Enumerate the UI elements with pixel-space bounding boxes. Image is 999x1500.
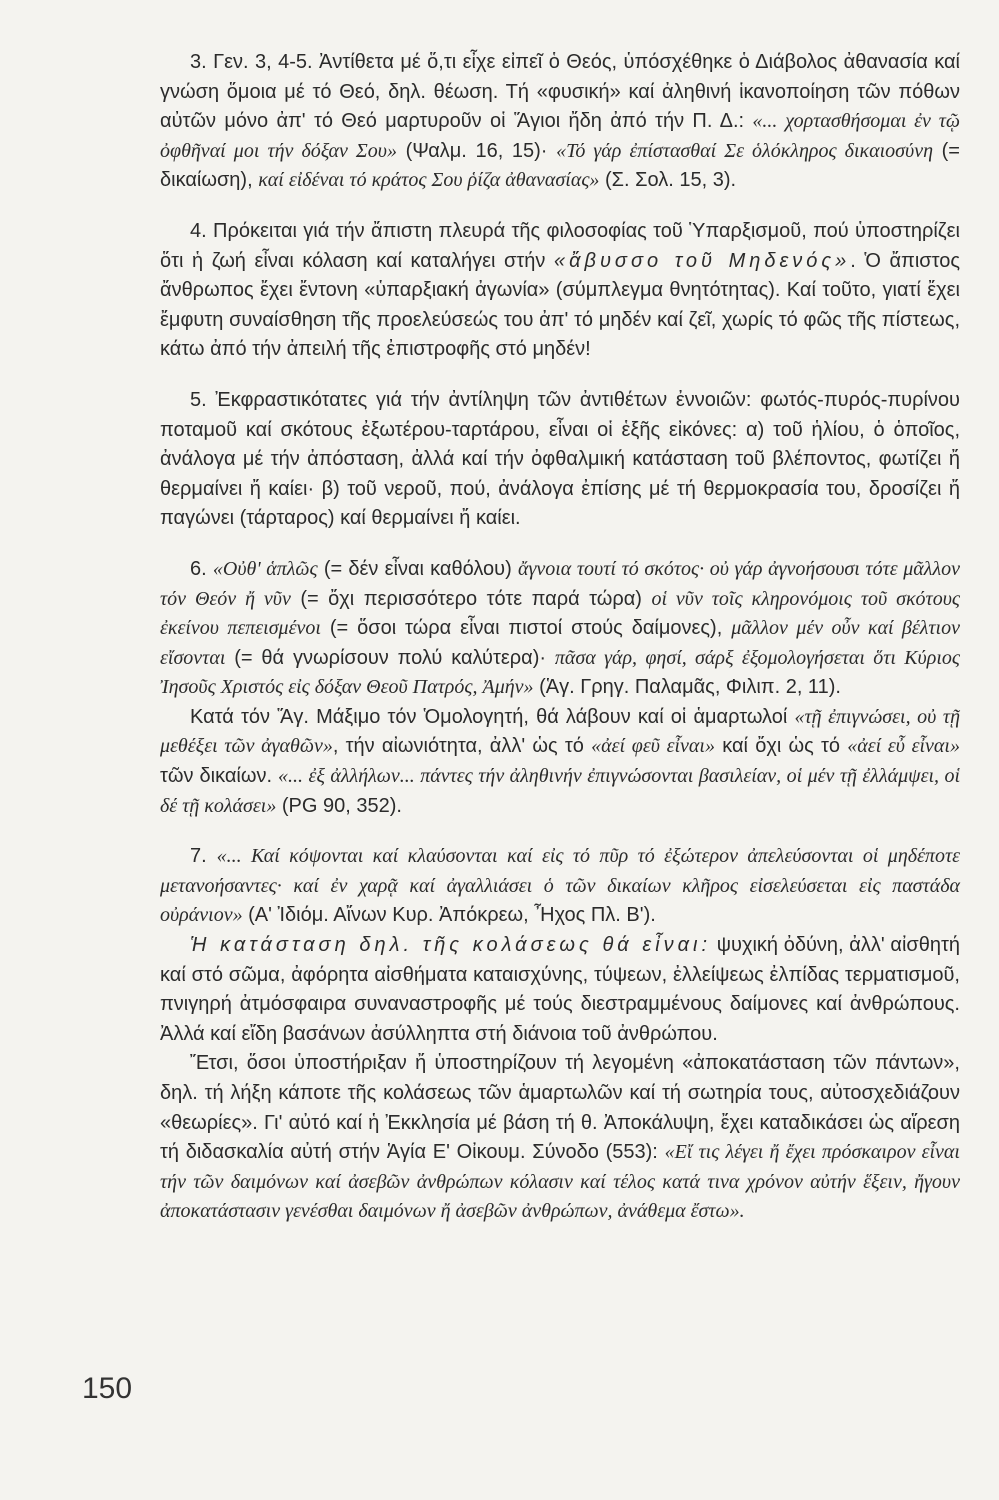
- text-run: (= θά γνωρίσουν πολύ καλύτερα)·: [225, 646, 555, 669]
- text-run: ψυχική ὀδύνη, ἀλλ' αἰσθητή καί στό σῶμα, ἀφόρητα αἰσθήματα καταισχύνης, τύψεων, ἐλλείψεως ἐλπίδας τερματισμοῦ, πνιγηρή ἀτμόσφαιρα συναναστροφῆς μέ τούς διεστραμμένους δαίμονες καί ἀνθρώπους. Ἀλλά καί εἴδη βασάνων ἀσύλληπτα στή διάνοια τοῦ ἀνθρώπου.: [160, 934, 960, 1045]
- text-run: (Α' Ἰδιόμ. Αἴνων Κυρ. Ἀπόκρεω, Ἦχος Πλ. Β').: [242, 904, 656, 927]
- text-run: 4. Πρόκειται γιά τήν ἄπιστη πλευρά τῆς φιλοσοφίας τοῦ Ὑπαρξισμοῦ, πού ὑποστηρίζει ὅτι ἡ ζωή εἶναι κόλαση καί καταλήγει στήν: [160, 219, 960, 272]
- spaced-run: Ἡ κατάσταση δηλ. τῆς κολάσεως θά εἶναι:: [190, 934, 712, 957]
- footnote-7-council: [160, 1049, 960, 1227]
- text-run: (Ἁγ. Γρηγ. Παλαμᾶς, Φιλιπ. 2, 11).: [533, 676, 841, 699]
- quote-run: πᾶσα γάρ, φησί, σάρξ ἐξομολογήσεται ὅτι Κύριος Ἰησοῦς Χριστός εἰς δόξαν Θεοῦ Πατρός, Ἀμήν»: [160, 646, 960, 699]
- quote-run: «Οὐθ' ἁπλῶς: [212, 557, 318, 580]
- spaced-run: «ἄβυσσο τοῦ Μηδενός»: [553, 249, 851, 272]
- text-run: (Σ. Σολ. 15, 3).: [599, 169, 737, 192]
- footnote-3: [160, 48, 960, 196]
- text-run: (= δικαίωση),: [160, 139, 960, 192]
- page-number: 150: [82, 1372, 133, 1405]
- quote-run: «ἀεί εὖ εἶναι»: [847, 735, 960, 758]
- quote-run: «ἀεί φεῦ εἶναι»: [591, 735, 715, 758]
- text-run: καί ὄχι ὡς τό: [714, 735, 848, 758]
- text-run: 7.: [190, 845, 217, 868]
- footnote-7-state: [160, 931, 960, 1049]
- quote-run: ἄγνοια τουτί τό σκότος· οὐ γάρ ἀγνοήσουσι τότε μᾶλλον τόν Θεόν ἤ νῦν: [160, 557, 960, 610]
- quote-run: καί εἰδέναι τό κράτος Σου ῥίζα ἀθανασίας»: [258, 169, 600, 192]
- text-run: 5. Ἐκφραστικότατες γιά τήν ἀντίληψη τῶν ἀντιθέτων ἐννοιῶν: φωτός-πυρός-πυρίνου ποταμοῦ καί σκότους ἐξωτέρου-ταρτάρου, εἶναι οἱ ἑξῆς εἰκόνες: α) τοῦ ἡλίου, ὁ ὁποῖος, ἀνάλογα μέ τήν ἀπόσταση, ἀλλά καί τήν ὀφθαλμική κατάσταση τοῦ βλέποντος, φωτίζει ἤ θερμαίνει ἤ καίει· β) τοῦ νεροῦ, πού, ἀνάλογα ἐπίσης μέ τή θερμοκρασία του, δροσίζει ἤ παγώνει (τάρταρος) καί θερμαίνει ἤ καίει.: [160, 388, 960, 530]
- text-run: 6.: [190, 557, 213, 580]
- text-run: , τήν αἰωνιότητα, ἀλλ' ὡς τό: [332, 735, 592, 758]
- quote-run: «... χορτασθήσομαι ἐν τῷ ὀφθῆναί μοι τήν δόξαν Σου»: [160, 110, 960, 162]
- quote-run: μᾶλλον μέν οὖν καί βέλτιον εἴσονται: [160, 617, 960, 669]
- footnote-7: [160, 842, 960, 931]
- text-run: . Ὁ ἄπιστος ἄνθρωπος ἔχει ἔντονη «ὑπαρξιακή ἀγωνία» (σύμπλεγμα θνητότητας). Καί τοῦτο, γιατί ἔχει ἔμφυτη συναίσθηση τῆς προελεύσεώς του ἀπ' τό μηδέν καί ζεῖ, χωρίς τό φῶς τῆς πίστεως, κάτω ἀπό τήν ἀπειλή τῆς ἐπιστροφῆς στό μηδέν!: [160, 249, 961, 361]
- text-run: (= δέν εἶναι καθόλου): [317, 557, 518, 580]
- quote-run: οἱ νῦν τοῖς κληρονόμοις τοῦ σκότους ἐκείνου πεπεισμένοι: [160, 587, 961, 640]
- footnote-6-continued: [160, 703, 960, 821]
- footnote-5: [160, 386, 960, 534]
- quote-run: «τῇ ἐπιγνώσει, οὐ τῇ μεθέξει τῶν ἀγαθῶν»: [160, 705, 961, 758]
- footnote-4: [160, 217, 960, 365]
- quote-run: «... ἐξ ἀλλήλων... πάντες τήν ἀληθινήν ἐπιγνώσονται βασιλείαν, οἱ μέν τῇ ἐλλάμψει, οἱ δέ τῇ κολάσει»: [160, 765, 961, 817]
- text-run: Ἔτσι, ὅσοι ὑποστήριξαν ἤ ὑποστηρίζουν τή λεγομένη «ἀποκατάσταση τῶν πάντων», δηλ. τή λήξη κάποτε τῆς κολάσεως τῶν ἁμαρτωλῶν καί τή σωτηρία τους, αὐτοσχεδιάζουν «θεωρίες». Γι' αὐτό καί ἡ Ἐκκλησία μέ βάση τή θ. Ἀποκάλυψη, ἔχει καταδικάσει ὡς αἵρεση τή διδασκαλία αὐτή στήν Ἁγία Ε' Οἰκουμ. Σύνοδο (553):: [160, 1052, 960, 1164]
- text-run: (PG 90, 352).: [276, 794, 402, 817]
- text-run: (Ψαλμ. 16, 15)·: [396, 139, 557, 162]
- text-run: (= ὅσοι τώρα εἶναι πιστοί στούς δαίμονες),: [320, 617, 732, 640]
- text-run: 3. Γεν. 3, 4-5. Ἀντίθετα μέ ὅ,τι εἶχε εἰπεῖ ὁ Θεός, ὑπόσχέθηκε ὁ Διάβολος ἀθανασία καί γνώση ὅμοια μέ τό Θεό, δηλ. θέωση. Τή «φυσική» καί ἀληθινή ἱκανοποίηση τῶν πόθων αὐτῶν μόνο ἀπ' τό Θεό μαρτυροῦν οἱ Ἅγιοι ἤδη ἀπό τήν Π. Δ.:: [160, 51, 960, 133]
- text-run: τῶν δικαίων.: [160, 765, 279, 788]
- footnotes-block: [160, 48, 960, 1227]
- text-run: Κατά τόν Ἅγ. Μάξιμο τόν Ὁμολογητή, θά λάβουν καί οἱ ἁμαρτωλοί: [190, 705, 795, 728]
- text-run: (= ὄχι περισσότερο τότε παρά τώρα): [290, 587, 652, 610]
- quote-run: «... Καί κόψονται καί κλαύσονται καί εἰς τό πῦρ τό ἐξώτερον ἀπελεύσονται οἱ μηδέποτε μετανοήσαντες· καί ἐν χαρᾷ καί ἀγαλλιάσει ὁ τῶν δικαίων κλῆρος εἰσελεύσεται εἰς παστάδα οὐράνιον»: [160, 845, 960, 927]
- quote-run: «Εἴ τις λέγει ἤ ἔχει πρόσκαιρον εἶναι τήν τῶν δαιμόνων καί ἀσεβῶν ἀνθρώπων κόλασιν καί τέλος κατά τινα χρόνον αὐτήν ἕξειν, ἤγουν ἀποκατάστασιν γενέσθαι δαιμόνων ἤ ἀσεβῶν ἀνθρώπων, ἀνάθεμα ἔστω».: [160, 1141, 960, 1223]
- quote-run: «Τό γάρ ἐπίστασθαί Σε ὁλόκληρος δικαιοσύνη: [556, 139, 934, 162]
- footnote-6: [160, 555, 960, 703]
